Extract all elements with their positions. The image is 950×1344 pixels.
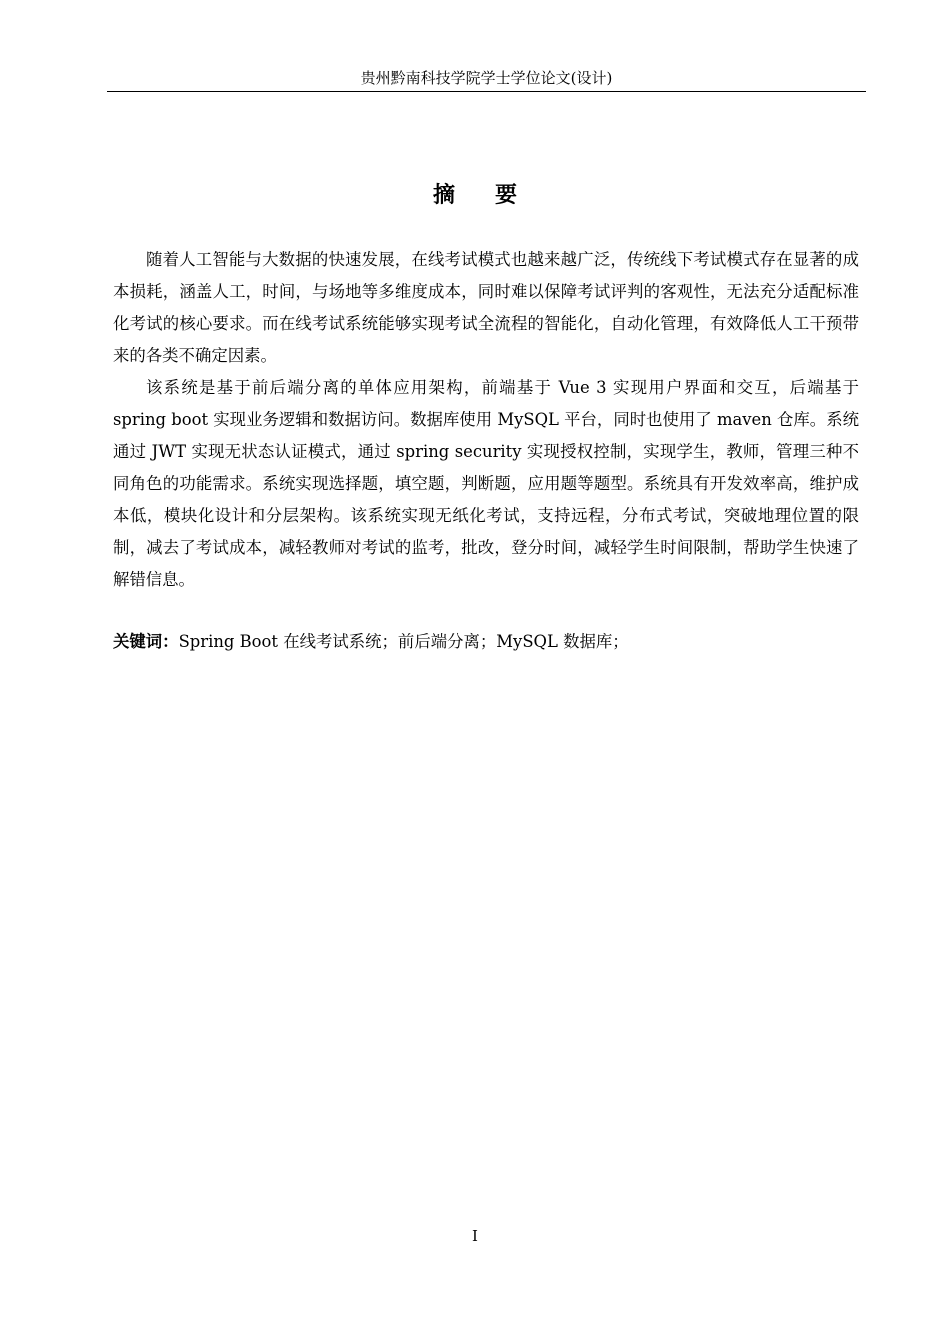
thesis-header-text: 贵州黔南科技学院学士学位论文(设计)	[360, 69, 613, 87]
keywords-line	[113, 627, 859, 657]
abstract-body	[113, 244, 859, 596]
abstract-paragraph-1: 随着人工智能与大数据的快速发展，在线考试模式也越来越广泛，传统线下考试模式存在显著的成本损耗，涵盖人工，时间，与场地等多维度成本，同时难以保障考试评判的客观性，无法充分适配标准化考试的核心要求。而在线考试系统能够实现考试全流程的智能化，自动化管理，有效降低人工干预带来的各类不确定因素。	[113, 250, 859, 365]
abstract-paragraph-2: 该系统是基于前后端分离的单体应用架构，前端基于 Vue 3 实现用户界面和交互，后端基于 spring boot 实现业务逻辑和数据访问。数据库使用 MySQL 平台，同时也使用了 maven 仓库。系统通过 JWT 实现无状态认证模式，通过 spring security 实现授权控制，实现学生，教师，管理三种不同角色的功能需求。系统实现选择题，填空题，判断题，应用题等题型。系统具有开发效率高，维护成本低，模块化设计和分层架构。该系统实现无纸化考试，支持远程，分布式考试，突破地理位置的限制，减去了考试成本，减轻教师对考试的监考，批改，登分时间，减轻学生时间限制，帮助学生快速了解错信息。	[113, 378, 859, 589]
keywords-text: Spring Boot 在线考试系统；前后端分离；MySQL 数据库；	[178, 632, 629, 651]
keywords-label: 关键词：	[113, 632, 179, 651]
page-number: I	[472, 1227, 478, 1245]
page-header	[107, 68, 866, 92]
abstract-title: 摘要	[432, 182, 557, 208]
